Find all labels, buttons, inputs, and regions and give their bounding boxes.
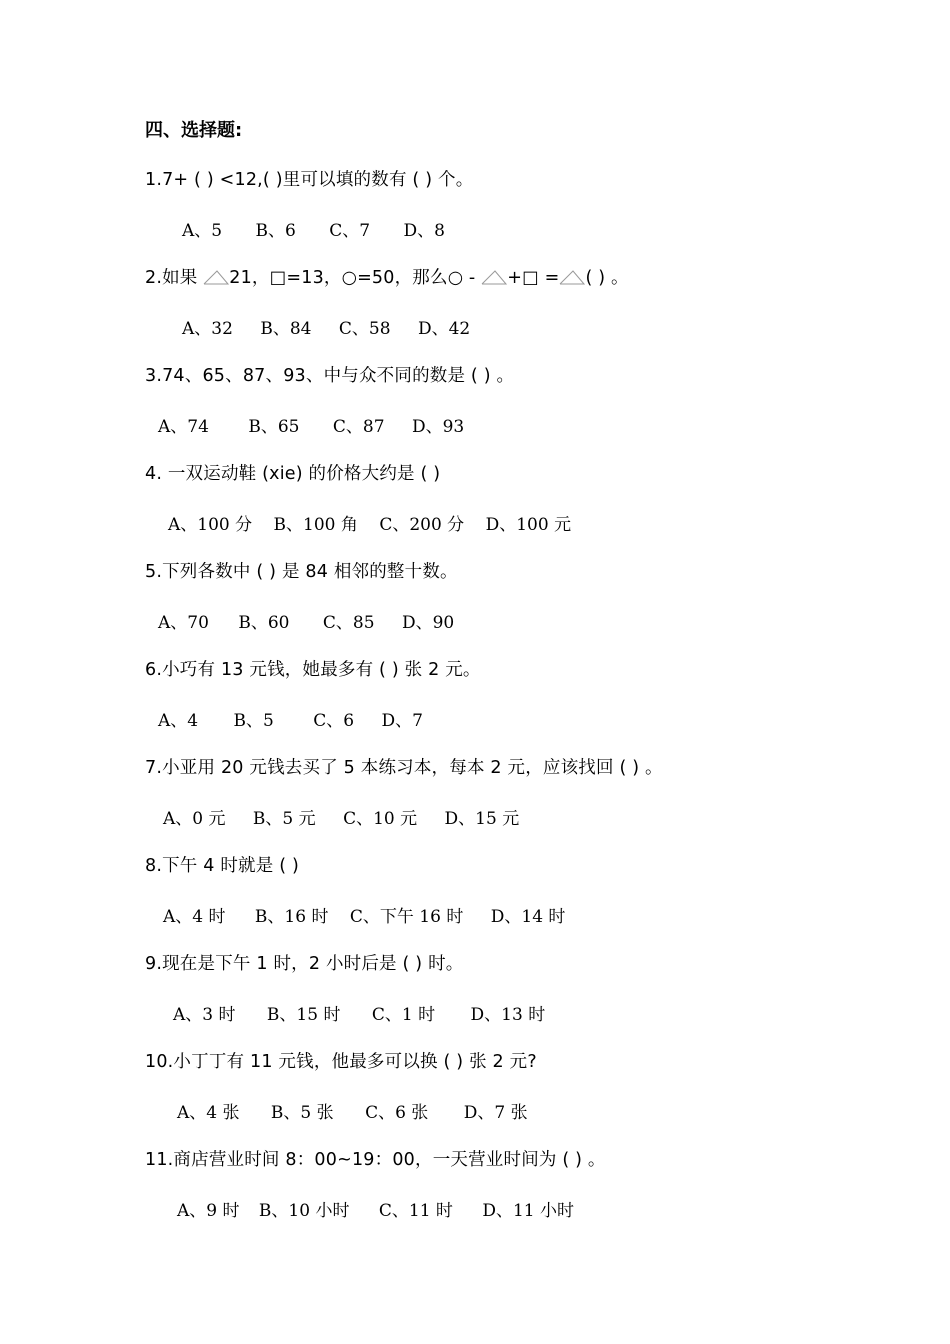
question-1: 1.7+ ( ) <12,( )里可以填的数有 ( ) 个。 [145, 170, 474, 190]
option-d [491, 902, 566, 927]
option-letter: A [163, 907, 176, 927]
option-letter: B [266, 1005, 280, 1025]
option-d [412, 412, 464, 437]
option-c [343, 804, 417, 829]
question-2-text-start: 2.如果 [145, 268, 198, 288]
option-letter: C [379, 515, 393, 535]
option-value: 4 张 [206, 1103, 240, 1123]
option-value: 11 时 [408, 1201, 453, 1221]
option-c [372, 1000, 435, 1025]
option-d [404, 216, 445, 241]
option-c [365, 1098, 428, 1123]
option-letter: A [177, 1103, 190, 1123]
option-value: 9 时 [206, 1201, 240, 1221]
option-value: 7 张 [494, 1103, 528, 1123]
option-a [158, 412, 209, 437]
option-value: 14 时 [521, 907, 566, 927]
triangle-icon [481, 269, 507, 285]
option-sep: 、 [170, 613, 188, 633]
question-4: 4. 一双运动鞋 (xie) 的价格大约是 ( ) [145, 464, 441, 484]
option-letter: A [182, 221, 195, 241]
option-sep: 、 [246, 711, 264, 731]
question-1-options [182, 216, 467, 241]
option-b [267, 1000, 341, 1025]
option-sep: 、 [417, 221, 435, 241]
option-c [339, 314, 391, 339]
option-sep: 、 [392, 515, 410, 535]
option-letter: D [482, 1201, 496, 1221]
option-sep: 、 [283, 1103, 301, 1123]
option-value: 5 [263, 711, 274, 731]
question-10-options [177, 1098, 550, 1123]
question-2-text-mid: 21，□=13，○=50，那么○ - [229, 268, 476, 288]
option-letter: C [313, 711, 327, 731]
option-letter: C [332, 417, 346, 437]
option-sep: 、 [175, 907, 193, 927]
section-title: 四、选择题: [145, 120, 243, 141]
option-value: 65 [277, 417, 300, 437]
option-a [163, 902, 226, 927]
option-letter: B [252, 809, 266, 829]
option-sep: 、 [384, 1005, 402, 1025]
option-value: 42 [448, 319, 471, 339]
option-sep: 、 [185, 1005, 203, 1025]
option-c [323, 608, 375, 633]
option-letter: A [163, 809, 176, 829]
option-value: 5 元 [282, 809, 316, 829]
option-value: 84 [289, 319, 312, 339]
option-sep: 、 [194, 319, 212, 339]
option-sep: 、 [272, 319, 290, 339]
option-value: 100 元 [516, 515, 572, 535]
option-letter: C [322, 613, 336, 633]
question-2-text-end: ( ) 。 [585, 268, 629, 288]
option-sep: 、 [499, 515, 517, 535]
option-a [177, 1098, 240, 1123]
option-sep: 、 [431, 319, 449, 339]
option-value: 4 [187, 711, 199, 731]
option-letter: B [254, 907, 268, 927]
question-7: 7.小亚用 20 元钱去买了 5 本练习本，每本 2 元，应该找回 ( ) 。 [145, 758, 663, 778]
option-a [168, 510, 252, 535]
option-value: 7 [359, 221, 371, 241]
option-value: 3 时 [202, 1005, 236, 1025]
option-letter: C [371, 1005, 385, 1025]
option-sep: 、 [415, 613, 433, 633]
option-sep: 、 [356, 809, 374, 829]
option-value: 70 [187, 613, 209, 633]
option-b [260, 314, 311, 339]
option-value: 85 [352, 613, 375, 633]
option-b [253, 804, 316, 829]
option-sep: 、 [189, 1103, 207, 1123]
option-value: 58 [368, 319, 391, 339]
option-value: 6 张 [395, 1103, 429, 1123]
option-sep: 、 [279, 1005, 297, 1025]
option-b [274, 510, 358, 535]
option-sep: 、 [335, 613, 353, 633]
option-b [256, 216, 296, 241]
option-value: 0 元 [192, 809, 226, 829]
option-value: 6 [285, 221, 296, 241]
option-letter: D [490, 907, 505, 927]
option-sep: 、 [265, 809, 283, 829]
option-sep: 、 [425, 417, 443, 437]
question-2-text-mid2: +□ = [507, 268, 560, 288]
option-a [182, 314, 233, 339]
option-value: 74 [187, 417, 209, 437]
option-value: 15 时 [296, 1005, 341, 1025]
option-c [333, 412, 385, 437]
option-sep: 、 [504, 907, 522, 927]
option-sep: 、 [458, 809, 476, 829]
option-value: 60 [267, 613, 290, 633]
option-sep: 、 [170, 711, 188, 731]
option-value: 11 小时 [512, 1201, 575, 1221]
option-sep: 、 [286, 515, 304, 535]
option-value: 下午 16 时 [379, 907, 464, 927]
option-sep: 、 [378, 1103, 396, 1123]
option-letter: B [248, 417, 261, 437]
option-c [329, 216, 370, 241]
option-sep: 、 [271, 1201, 289, 1221]
option-a [173, 1000, 236, 1025]
option-letter: C [365, 1103, 379, 1123]
option-d [471, 1000, 546, 1025]
option-letter: A [182, 319, 195, 339]
option-letter: D [485, 515, 500, 535]
option-a [158, 706, 198, 731]
option-c [379, 510, 464, 535]
option-sep: 、 [268, 221, 286, 241]
option-letter: C [338, 319, 352, 339]
question-6: 6.小巧有 13 元钱，她最多有 ( ) 张 2 元。 [145, 660, 481, 680]
option-sep: 、 [194, 221, 212, 241]
option-letter: C [329, 221, 343, 241]
question-11: 11.商店营业时间 8：00~19：00，一天营业时间为 ( ) 。 [145, 1150, 606, 1170]
option-value: 100 角 [303, 515, 358, 535]
option-sep: 、 [189, 1201, 207, 1221]
option-value: 8 [434, 221, 445, 241]
option-b [259, 1196, 350, 1221]
option-sep: 、 [362, 907, 380, 927]
option-c [313, 706, 354, 731]
question-7-options [163, 804, 541, 829]
option-d [402, 608, 454, 633]
option-letter: B [273, 515, 287, 535]
option-letter: A [158, 613, 171, 633]
option-value: 13 时 [501, 1005, 546, 1025]
question-3: 3.74、65、87、93、中与众不同的数是 ( ) 。 [145, 366, 515, 386]
question-6-options [158, 706, 445, 731]
option-d [445, 804, 520, 829]
option-letter: B [255, 221, 269, 241]
option-sep: 、 [175, 809, 193, 829]
option-value: 87 [362, 417, 385, 437]
option-letter: A [158, 417, 171, 437]
option-letter: A [158, 711, 171, 731]
option-a [182, 216, 222, 241]
triangle-icon [559, 269, 585, 285]
option-letter: B [258, 1201, 272, 1221]
question-8: 8.下午 4 时就是 ( ) [145, 856, 300, 876]
option-value: 16 时 [284, 907, 329, 927]
option-letter: A [168, 515, 181, 535]
option-letter: C [343, 809, 357, 829]
option-d [486, 510, 572, 535]
option-value: 10 元 [373, 809, 418, 829]
option-d [464, 1098, 528, 1123]
question-9-options [173, 1000, 567, 1025]
option-letter: B [260, 319, 273, 339]
question-4-options [168, 510, 593, 535]
option-sep: 、 [345, 417, 363, 437]
option-value: 4 时 [192, 907, 226, 927]
triangle-icon [203, 269, 229, 285]
option-sep: 、 [250, 613, 268, 633]
question-11-options [177, 1196, 596, 1221]
option-value: 100 分 [197, 515, 253, 535]
option-sep: 、 [170, 417, 188, 437]
question-10: 10.小丁丁有 11 元钱，他最多可以换 ( ) 张 2 元? [145, 1052, 537, 1072]
option-value: 7 [412, 711, 423, 731]
option-letter: D [463, 1103, 478, 1123]
option-b [271, 1098, 334, 1123]
option-value: 32 [211, 319, 233, 339]
option-value: 6 [343, 711, 355, 731]
option-letter: B [238, 613, 251, 633]
option-a [158, 608, 209, 633]
option-sep: 、 [260, 417, 278, 437]
option-letter: A [177, 1201, 190, 1221]
option-letter: B [233, 711, 247, 731]
option-value: 200 分 [409, 515, 465, 535]
option-sep: 、 [395, 711, 413, 731]
option-sep: 、 [180, 515, 198, 535]
option-value: 1 时 [401, 1005, 436, 1025]
option-letter: D [470, 1005, 485, 1025]
question-2-options [182, 314, 492, 339]
option-c [379, 1196, 453, 1221]
option-b [238, 608, 289, 633]
question-2 [145, 264, 629, 289]
option-letter: C [378, 1201, 392, 1221]
option-letter: A [173, 1005, 186, 1025]
option-value: 15 元 [475, 809, 520, 829]
option-d [382, 706, 423, 731]
option-a [177, 1196, 240, 1221]
question-3-options [158, 412, 486, 437]
option-c [350, 902, 463, 927]
option-sep: 、 [477, 1103, 495, 1123]
question-8-options [163, 902, 587, 927]
option-value: 5 [211, 221, 223, 241]
option-letter: D [444, 809, 459, 829]
option-letter: D [401, 613, 416, 633]
option-b [248, 412, 299, 437]
question-5: 5.下列各数中 ( ) 是 84 相邻的整十数。 [145, 562, 458, 582]
option-sep: 、 [351, 319, 369, 339]
option-sep: 、 [495, 1201, 513, 1221]
option-value: 5 张 [300, 1103, 334, 1123]
option-sep: 、 [391, 1201, 409, 1221]
option-letter: C [349, 907, 363, 927]
question-5-options [158, 608, 476, 633]
option-letter: B [270, 1103, 284, 1123]
option-d [418, 314, 470, 339]
option-sep: 、 [484, 1005, 502, 1025]
option-d [482, 1196, 574, 1221]
option-b [255, 902, 329, 927]
option-sep: 、 [342, 221, 360, 241]
option-value: 10 小时 [288, 1201, 350, 1221]
option-sep: 、 [326, 711, 344, 731]
option-value: 90 [432, 613, 455, 633]
option-value: 93 [442, 417, 465, 437]
option-letter: D [411, 417, 426, 437]
option-b [234, 706, 274, 731]
option-letter: D [381, 711, 396, 731]
option-letter: D [403, 221, 418, 241]
option-letter: D [417, 319, 432, 339]
option-sep: 、 [267, 907, 285, 927]
option-a [163, 804, 226, 829]
question-9: 9.现在是下午 1 时，2 小时后是 ( ) 时。 [145, 954, 464, 974]
